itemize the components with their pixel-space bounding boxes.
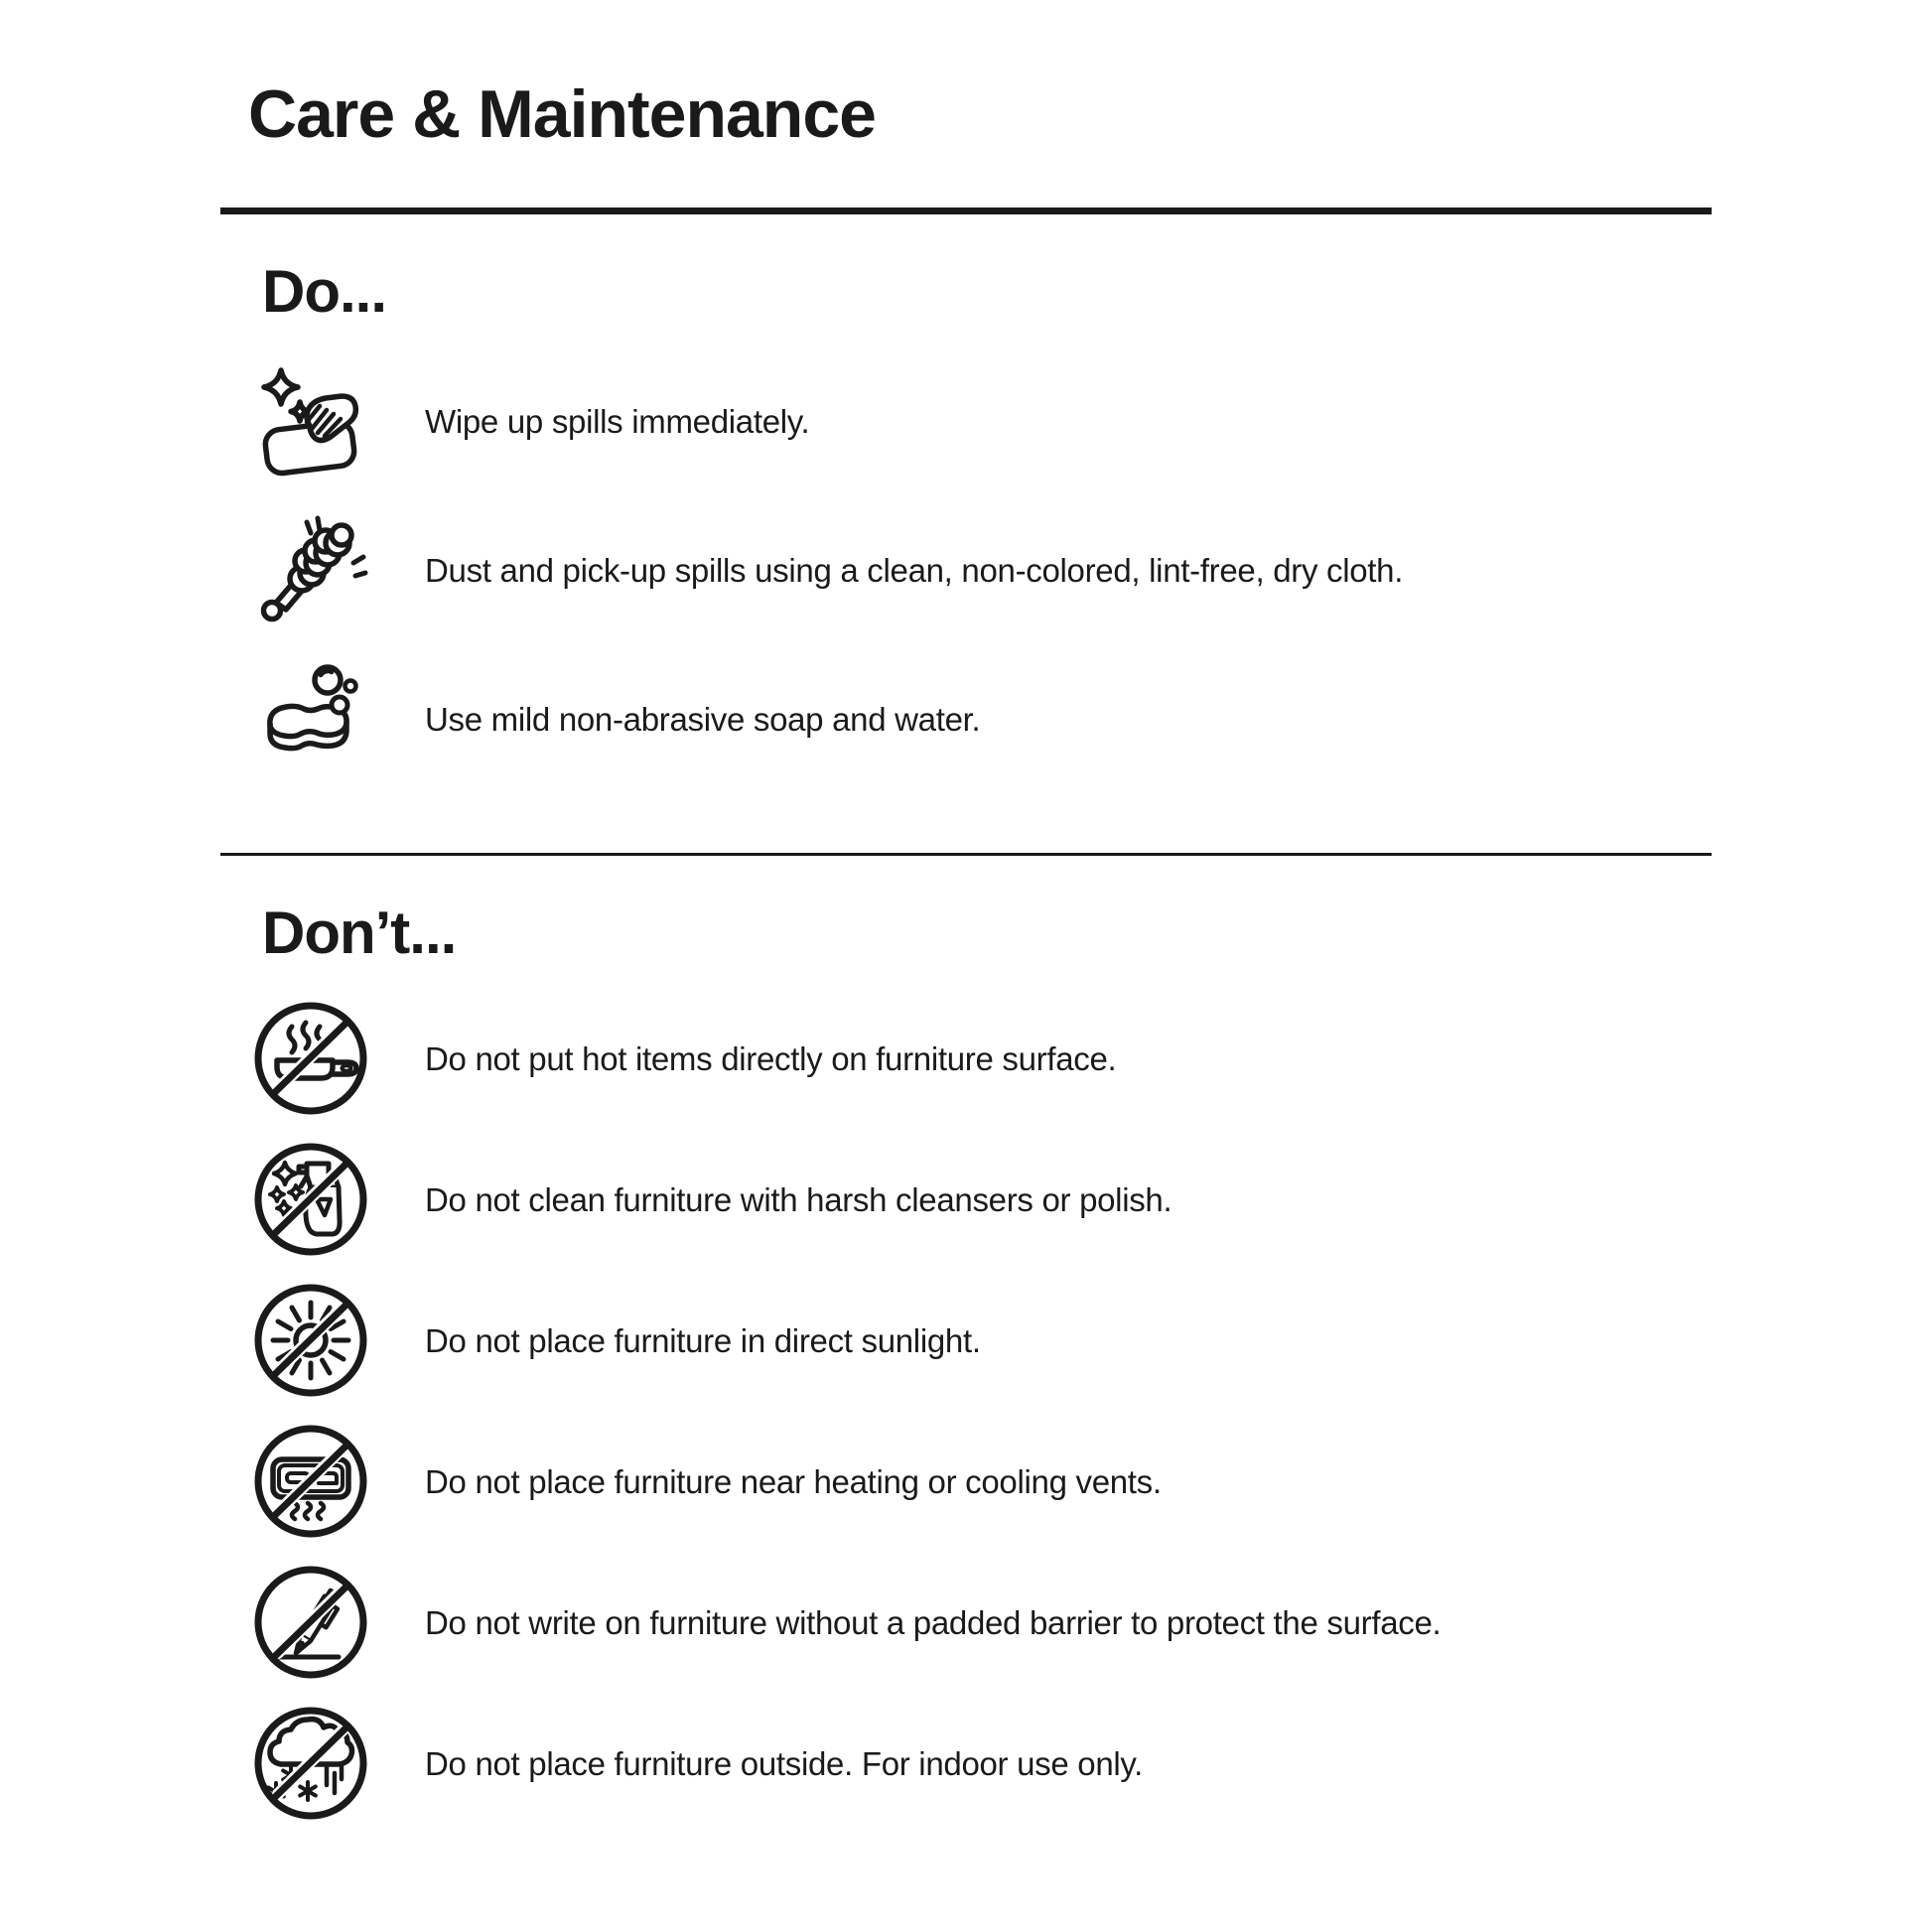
dont-item-hot-items: [248, 988, 1932, 1129]
no-spray-cleaner-icon: [248, 1137, 373, 1262]
feather-duster-icon: [248, 507, 373, 632]
item-text: Do not write on furniture without a padded barrier to protect the surface.: [425, 1603, 1442, 1641]
no-outdoor-weather-icon: [248, 1701, 373, 1826]
do-item-wipe-spills: [248, 346, 1932, 495]
title-divider: [220, 207, 1712, 214]
item-text: Dust and pick-up spills using a clean, non-colored, lint-free, dry cloth.: [425, 551, 1404, 589]
section-dont: [248, 901, 1932, 1834]
dont-item-harsh-cleansers: [248, 1129, 1932, 1270]
do-item-soap: [248, 644, 1932, 793]
section-dont-heading: Don’t...: [262, 899, 457, 967]
item-text: Use mild non-abrasive soap and water.: [425, 700, 981, 738]
section-do: [248, 260, 1932, 793]
dont-item-outdoor-use: [248, 1693, 1932, 1834]
wipe-hand-icon: [248, 358, 373, 483]
item-text: Wipe up spills immediately.: [425, 402, 810, 440]
section-do-heading: Do...: [262, 258, 386, 326]
dont-item-writing: [248, 1552, 1932, 1693]
do-item-dust: [248, 495, 1932, 644]
item-text: Do not place furniture in direct sunlight.: [425, 1321, 981, 1359]
no-direct-sunlight-icon: [248, 1278, 373, 1403]
item-text: Do not clean furniture with harsh cleansers or polish.: [425, 1180, 1173, 1218]
item-text: Do not place furniture near heating or cooling vents.: [425, 1462, 1162, 1500]
soap-sponge-icon: [248, 656, 373, 781]
dont-item-heating-vents: [248, 1411, 1932, 1552]
page-title: Care & Maintenance: [248, 76, 876, 152]
item-text: Do not place furniture outside. For indoor use only.: [425, 1744, 1144, 1782]
dont-item-direct-sunlight: [248, 1270, 1932, 1411]
item-text: Do not put hot items directly on furniture surface.: [425, 1039, 1117, 1077]
no-hot-pan-icon: [248, 996, 373, 1121]
no-heating-vent-icon: [248, 1419, 373, 1544]
no-writing-pen-icon: [248, 1560, 373, 1685]
section-divider: [220, 853, 1712, 856]
